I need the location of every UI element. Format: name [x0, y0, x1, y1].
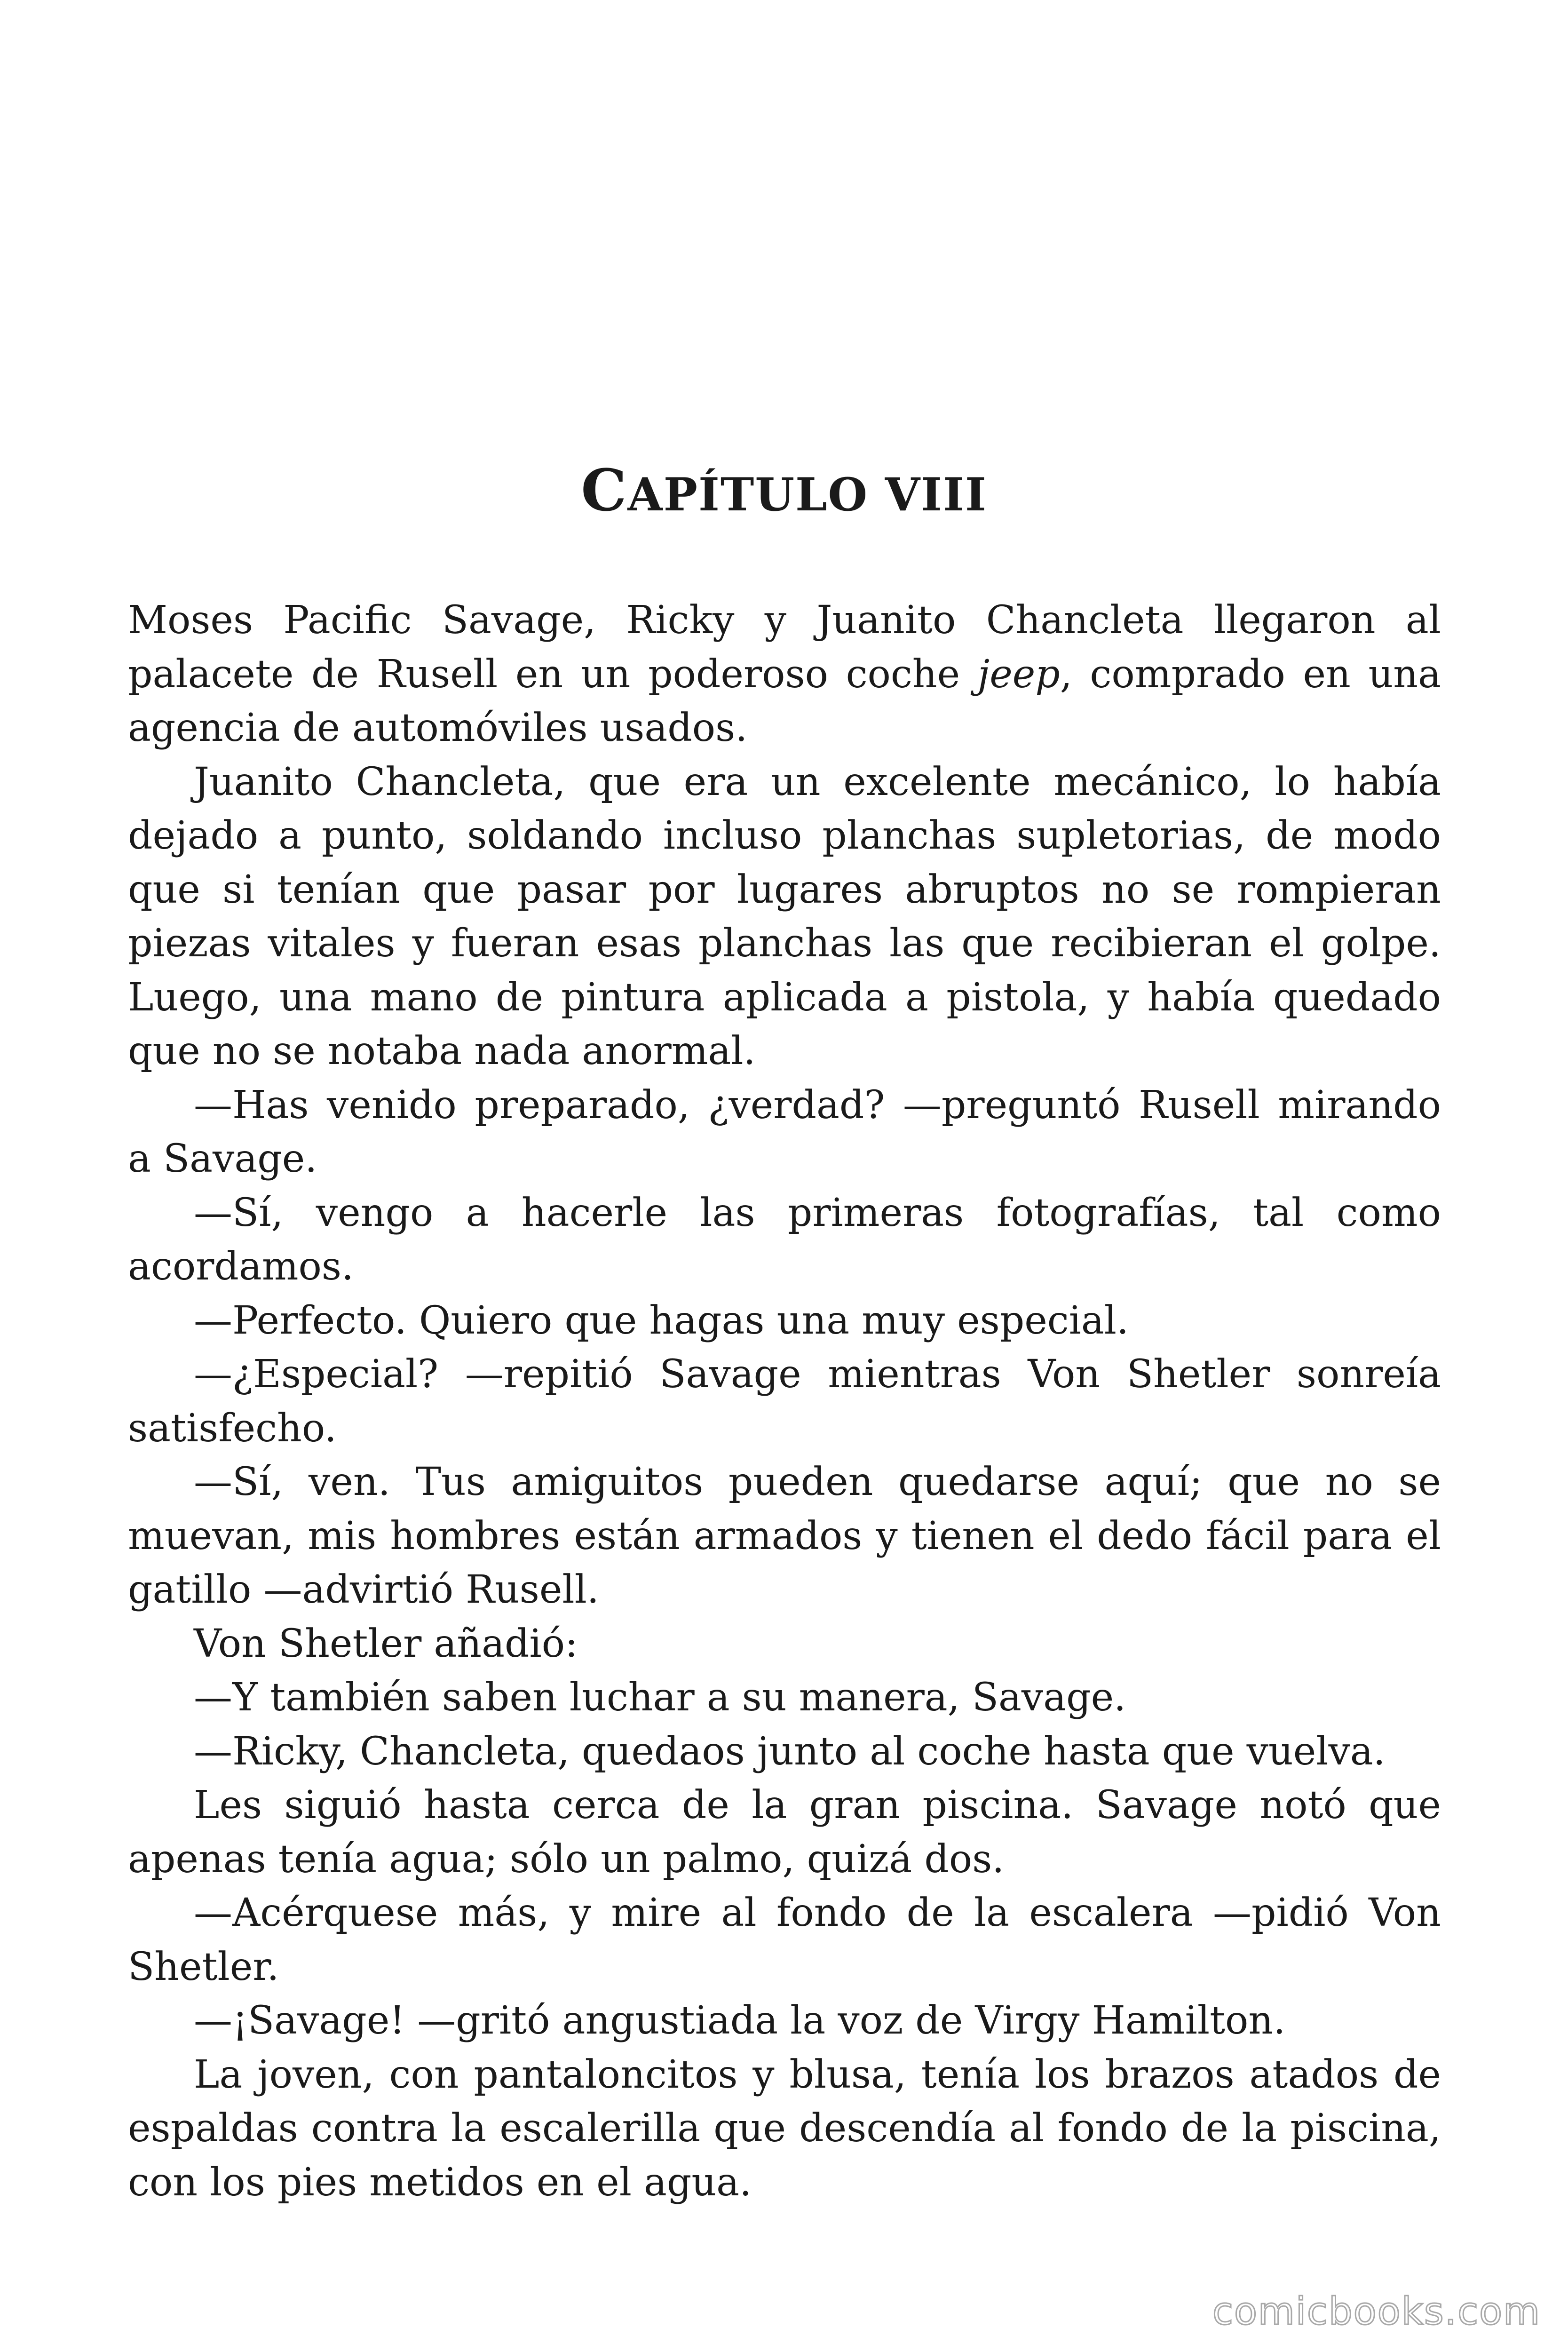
chapter-title-rest: APÍTULO VIII — [627, 468, 987, 521]
dialogue-paragraph: —Y también saben luchar a su manera, Savage. — [194, 1675, 1126, 1720]
dialogue-paragraph: —Acérquese más, y mire al fondo de la escalera —pidió Von Shetler. — [128, 1891, 1441, 1989]
paragraph: Von Shetler añadió: — [194, 1621, 578, 1666]
emphasized-word: jeep — [977, 652, 1060, 697]
chapter-title — [0, 456, 1568, 524]
chapter-title-initial: C — [581, 456, 628, 524]
dialogue-paragraph: —Sí, ven. Tus amiguitos pueden quedarse aquí; que no se muevan, mis hombres están armados y tienen el dedo fácil para el gatillo —advirtió Rusell. — [128, 1460, 1441, 1612]
paragraph-text: Moses Pacific Savage, Ricky y Juanito Chancleta llegaron al palacete de Rusell en un poderoso coche — [128, 598, 1441, 697]
paragraph: Les siguió hasta cerca de la gran piscina. Savage notó que apenas tenía agua; sólo un palmo, quizá dos. — [128, 1783, 1441, 1882]
paragraph: Juanito Chancleta, que era un excelente mecánico, lo había dejado a punto, soldando incluso planchas supletorias, de modo que si tenían que pasar por lugares abruptos no se rompieran piezas vitales y fueran esas planchas las que recibieran el golpe. Luego, una mano de pintura aplicada a pistola, y había quedado que no se notaba nada anormal. — [128, 759, 1441, 1073]
paragraph: La joven, con pantaloncitos y blusa, tenía los brazos atados de espaldas contra la escalerilla que descendía al fondo de la piscina, con los pies metidos en el agua. — [128, 2052, 1441, 2205]
chapter-body — [128, 594, 1441, 2209]
dialogue-paragraph: —Has venido preparado, ¿verdad? —preguntó Rusell mirando a Savage. — [128, 1082, 1441, 1181]
dialogue-paragraph: —¡Savage! —gritó angustiada la voz de Virgy Hamilton. — [194, 1998, 1286, 2043]
dialogue-paragraph: —¿Especial? —repitió Savage mientras Von Shetler sonreía satisfecho. — [128, 1352, 1441, 1451]
dialogue-paragraph: —Ricky, Chancleta, quedaos junto al coche hasta que vuelva. — [194, 1729, 1386, 1774]
dialogue-paragraph: —Sí, vengo a hacerle las primeras fotografías, tal como acordamos. — [128, 1190, 1441, 1289]
paragraph-text: , comprado en una agencia de automóviles usados. — [128, 652, 1441, 750]
site-watermark: comicbooks.com — [1212, 2289, 1541, 2333]
dialogue-paragraph: —Perfecto. Quiero que hagas una muy especial. — [194, 1298, 1129, 1343]
paragraph — [128, 594, 1441, 755]
